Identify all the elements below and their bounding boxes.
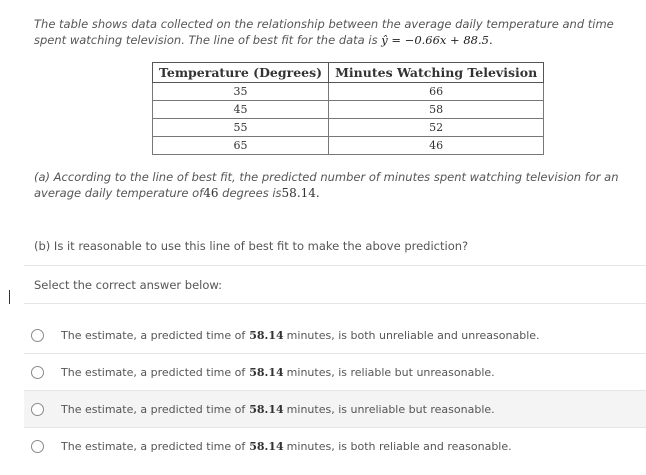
answer-choice-2[interactable] <box>24 354 646 390</box>
best-fit-equation: ŷ = −0.66x + 88.5. <box>381 33 493 47</box>
radio-button[interactable] <box>31 329 44 342</box>
choice-value: 58.14 <box>249 328 284 342</box>
cell-temperature: 35 <box>153 83 329 101</box>
part-a-temperature: 46 <box>203 186 219 200</box>
table-header-row <box>153 63 544 83</box>
cell-minutes: 52 <box>329 119 544 137</box>
choice-suffix: minutes, is unreliable but reasonable. <box>286 402 495 416</box>
choice-value: 58.14 <box>249 402 284 416</box>
table-row <box>153 119 544 137</box>
choice-suffix: minutes, is both unreliable and unreasonable. <box>286 328 540 342</box>
table-row <box>153 137 544 155</box>
choice-value: 58.14 <box>249 439 284 453</box>
divider <box>24 303 646 304</box>
table-row <box>153 101 544 119</box>
part-a-prefix: (a) According to the line of best fit, the predicted number of minutes spent watching television for an average daily temperature of <box>34 170 619 200</box>
radio-button[interactable] <box>31 403 44 416</box>
choice-prefix: The estimate, a predicted time of <box>61 402 246 416</box>
part-a-statement <box>34 169 634 201</box>
divider <box>24 265 646 266</box>
choice-prefix: The estimate, a predicted time of <box>61 439 246 453</box>
select-prompt: Select the correct answer below: <box>34 278 223 292</box>
part-a-value: 58.14. <box>281 186 320 200</box>
choice-prefix: The estimate, a predicted time of <box>61 328 246 342</box>
data-table <box>152 62 544 155</box>
radio-button[interactable] <box>31 440 44 453</box>
header-temperature: Temperature (Degrees) <box>153 63 329 83</box>
choice-suffix: minutes, is both reliable and reasonable. <box>286 439 512 453</box>
cell-minutes: 58 <box>329 101 544 119</box>
text-cursor <box>9 290 10 304</box>
problem-intro <box>34 16 634 48</box>
header-minutes: Minutes Watching Television <box>329 63 544 83</box>
cell-minutes: 46 <box>329 137 544 155</box>
answer-choice-4[interactable] <box>24 428 646 464</box>
intro-text: The table shows data collected on the relationship between the average daily temperature and time spent watching television. The line of best fit for the data is <box>34 17 614 47</box>
choice-prefix: The estimate, a predicted time of <box>61 365 246 379</box>
answer-choice-3[interactable] <box>24 391 646 427</box>
choice-value: 58.14 <box>249 365 284 379</box>
cell-minutes: 66 <box>329 83 544 101</box>
cell-temperature: 45 <box>153 101 329 119</box>
table-row <box>153 83 544 101</box>
radio-button[interactable] <box>31 366 44 379</box>
cell-temperature: 55 <box>153 119 329 137</box>
cell-temperature: 65 <box>153 137 329 155</box>
answer-choice-1[interactable] <box>24 317 646 353</box>
choice-suffix: minutes, is reliable but unreasonable. <box>286 365 495 379</box>
part-a-middle: degrees is <box>222 186 282 200</box>
part-b-question: (b) Is it reasonable to use this line of best fit to make the above prediction? <box>34 239 469 253</box>
